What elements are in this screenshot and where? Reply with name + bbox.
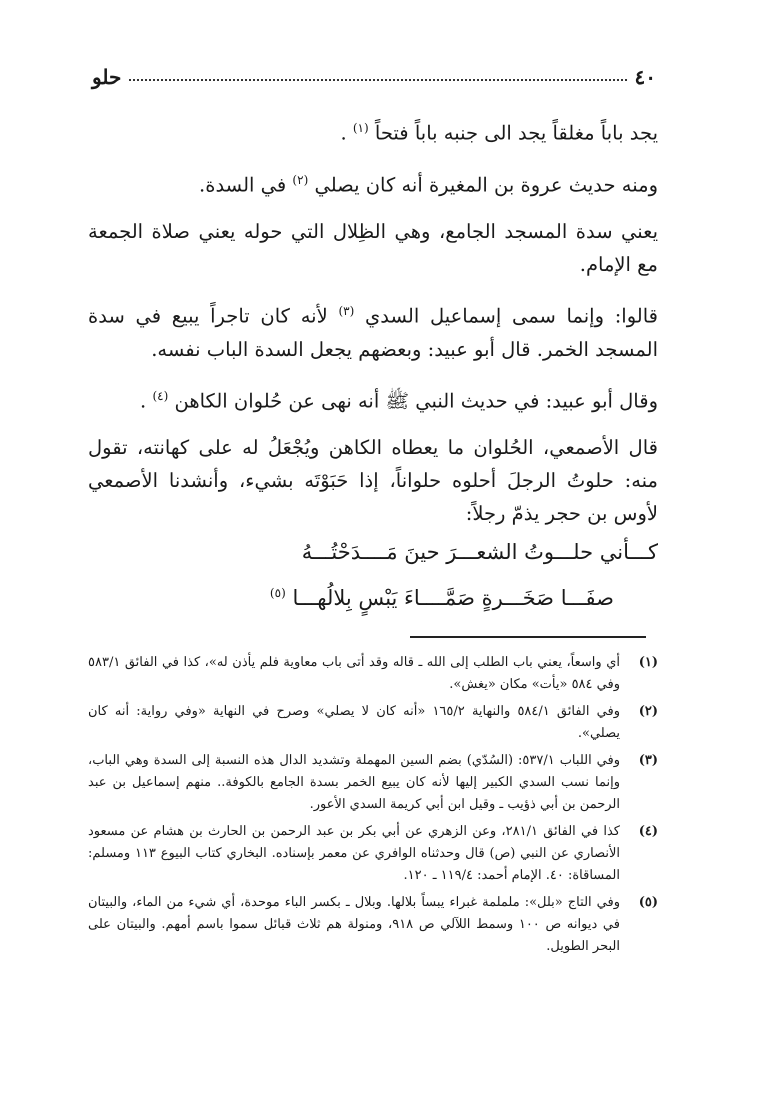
paragraph-2 bbox=[88, 164, 658, 202]
footnote-separator bbox=[410, 636, 646, 638]
footnote-ref-3: (٣) bbox=[338, 304, 355, 318]
footnote-4 bbox=[88, 821, 658, 887]
paragraph-4-text-b: لأنه كان تاجراً يبيع في سدة المسجد الخمر. قال أبو عبيد: وبعضهم يجعل السدة الباب نفسه. bbox=[88, 304, 658, 361]
header-dotted-leader bbox=[129, 79, 626, 81]
footnote-number: (٢) bbox=[638, 704, 658, 719]
paragraph-5-text: وقال أبو عبيد: في حديث النبي ﷺ أنه نهى عن حُلوان الكاهن bbox=[174, 389, 658, 412]
footnote-number: (٤) bbox=[638, 824, 658, 839]
page-header bbox=[92, 62, 656, 92]
footnote-5 bbox=[88, 892, 658, 958]
paragraph-5 bbox=[88, 380, 658, 418]
footnote-number: (٣) bbox=[638, 753, 658, 768]
footnote-text: وفي التاج «بلل»: ململمة غبراء يبساً بلالها. وبلال ـ بكسر الباء موحدة، أي شيء من الماء، والبيتان في ديوانه ص ١٠٠ وسمط اللآلي ص ٩١٨، ومنولة هم ثلاث قبائل سموا باسم أمهم. والبيتان على البحر الطويل. bbox=[88, 895, 620, 954]
paragraph-5-end: . bbox=[140, 389, 147, 412]
footnote-ref-5: (٥) bbox=[269, 586, 286, 600]
footnote-ref-2: (٢) bbox=[292, 172, 309, 187]
footnote-1 bbox=[88, 652, 658, 696]
footnote-text: كذا في الفائق ٢٨١/١، وعن الزهري عن أبي بكر بن عبد الرحمن بن الحارث بن هشام عن مسعود الأنصاري عن النبي (ص) قال وحدثناه الوافري عن معمر بإسناده. البخاري كتاب البيوع ١١٣ ومسلم: المساقاة: ٤٠. الإمام أحمد: ١١٩/٤ ـ ١٢٠. bbox=[88, 824, 620, 883]
paragraph-6: قال الأصمعي، الحُلوان ما يعطاه الكاهن ويُجْعَلُ له على كهانته، تقول منه: حلوتُ الرجلَ أحلوه حلواناً، إذا حَبَوْتَه بشيء، وأنشدنا الأصمعي لأوس بن حجر يذمّ رجلاً: bbox=[88, 436, 658, 525]
running-title: حلو bbox=[92, 65, 122, 89]
paragraph-1-end: . bbox=[340, 121, 347, 145]
poem-line-2-text: صفَـــا صَخَـــرةٍ صَمَّــــاءَ يَبْسٍ بِلالُهـــا bbox=[292, 586, 614, 610]
paragraph-4-text-a: قالوا: وإنما سمى إسماعيل السدي bbox=[365, 304, 659, 328]
main-text bbox=[88, 112, 658, 536]
paragraph-4 bbox=[88, 295, 658, 366]
footnote-text: وفي الفائق ٥٨٤/١ والنهاية ١٦٥/٢ «أنه كان لا يصلي» وصرح في النهاية «وفي رواية: أنه كان يصلي». bbox=[88, 704, 620, 741]
paragraph-2-text-a: ومنه حديث عروة بن المغيرة أنه كان يصلي bbox=[314, 173, 658, 196]
paragraph-1-text: يجد باباً مغلقاً يجد الى جنبه باباً فتحاً bbox=[374, 121, 658, 145]
footnote-ref-1: (١) bbox=[352, 121, 369, 135]
footnote-number: (١) bbox=[638, 655, 658, 670]
footnote-2 bbox=[88, 701, 658, 745]
footnotes bbox=[88, 652, 658, 963]
footnote-number: (٥) bbox=[638, 895, 658, 910]
footnote-ref-4: (٤) bbox=[152, 388, 169, 403]
poem-line-2 bbox=[270, 586, 614, 610]
footnote-text: وفي اللباب ٥٣٧/١: (السُدّي) بضم السين المهملة وتشديد الدال هذه النسبة إلى السدة وهي الباب، وإنما نسب السدي الكبير إليها لأنه كان يبيع الخمر بسدة الجامع بالكوفة.. منهم إسماعيل بن عبد الرحمن بن أبي ذؤيب ـ وقيل ابن أبي كريمة السدي الأعور. bbox=[88, 753, 620, 812]
paragraph-1 bbox=[88, 112, 658, 150]
poem-line-1: كـــأني حلـــوتُ الشعـــرَ حينَ مَــــدَحْتُـــهُ bbox=[301, 540, 658, 564]
footnote-text: أي واسعاً، يعني باب الطلب إلى الله ـ قاله وقد أتى باب معاوية فلم يأذن له»، كذا في الفائق ٥٨٣/١ وفي ٥٨٤ «يأت» مكان «يغش». bbox=[88, 655, 620, 692]
footnote-3 bbox=[88, 750, 658, 816]
paragraph-3: يعني سدة المسجد الجامع، وهي الظِلال التي حوله يعني صلاة الجمعة مع الإمام. bbox=[88, 220, 658, 276]
paragraph-2-text-b: في السدة. bbox=[199, 173, 287, 196]
page-number: ٤٠ bbox=[634, 65, 656, 89]
